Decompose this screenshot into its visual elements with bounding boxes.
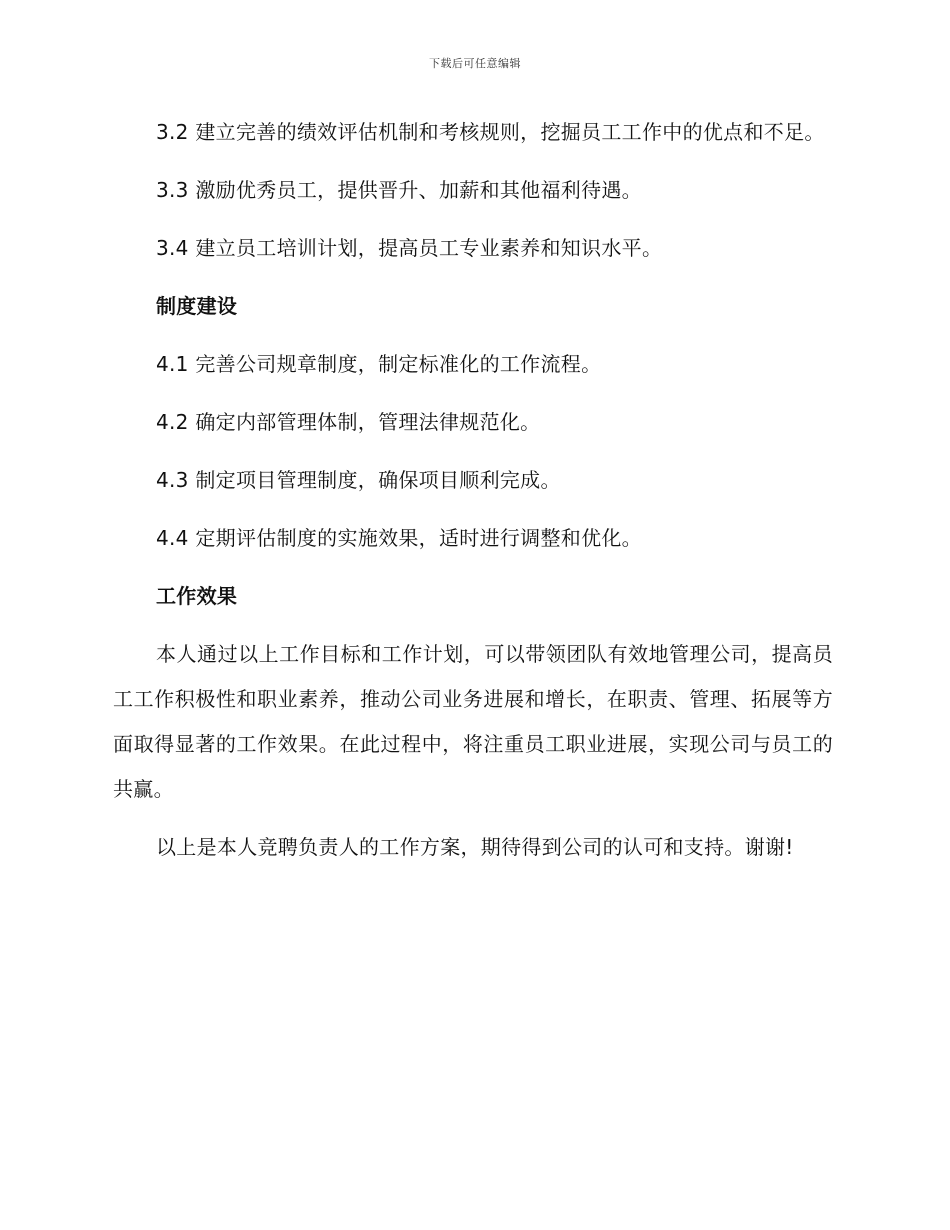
paragraph-3-4: 3.4 建立员工培训计划，提高员工专业素养和知识水平。 xyxy=(156,236,663,260)
section-heading-effect: 工作效果 xyxy=(156,584,238,608)
paragraph-effect: 本人通过以上工作目标和工作计划，可以带领团队有效地管理公司，提高员工工作积极性和职业素养，推动公司业务进展和增长，在职责、管理、拓展等方面取得显著的工作效果。在此过程中，将注重员工职业进展，实现公司与员工的共赢。 xyxy=(113,642,833,801)
paragraph-4-2: 4.2 确定内部管理体制，管理法律规范化。 xyxy=(156,410,541,434)
paragraph-closing: 以上是本人竞聘负责人的工作方案，期待得到公司的认可和支持。谢谢! xyxy=(156,835,794,859)
page-header-note: 下载后可任意编辑 xyxy=(429,57,521,70)
paragraph-4-1: 4.1 完善公司规章制度，制定标准化的工作流程。 xyxy=(156,352,602,376)
paragraph-4-4: 4.4 定期评估制度的实施效果，适时进行调整和优化。 xyxy=(156,526,642,550)
paragraph-3-3: 3.3 激励优秀员工，提供晋升、加薪和其他福利待遇。 xyxy=(156,178,642,202)
paragraph-4-3: 4.3 制定项目管理制度，确保项目顺利完成。 xyxy=(156,468,561,492)
paragraph-3-2: 3.2 建立完善的绩效评估机制和考核规则，挖掘员工工作中的优点和不足。 xyxy=(156,120,825,144)
section-heading-system: 制度建设 xyxy=(156,294,238,318)
document-body xyxy=(113,110,833,883)
